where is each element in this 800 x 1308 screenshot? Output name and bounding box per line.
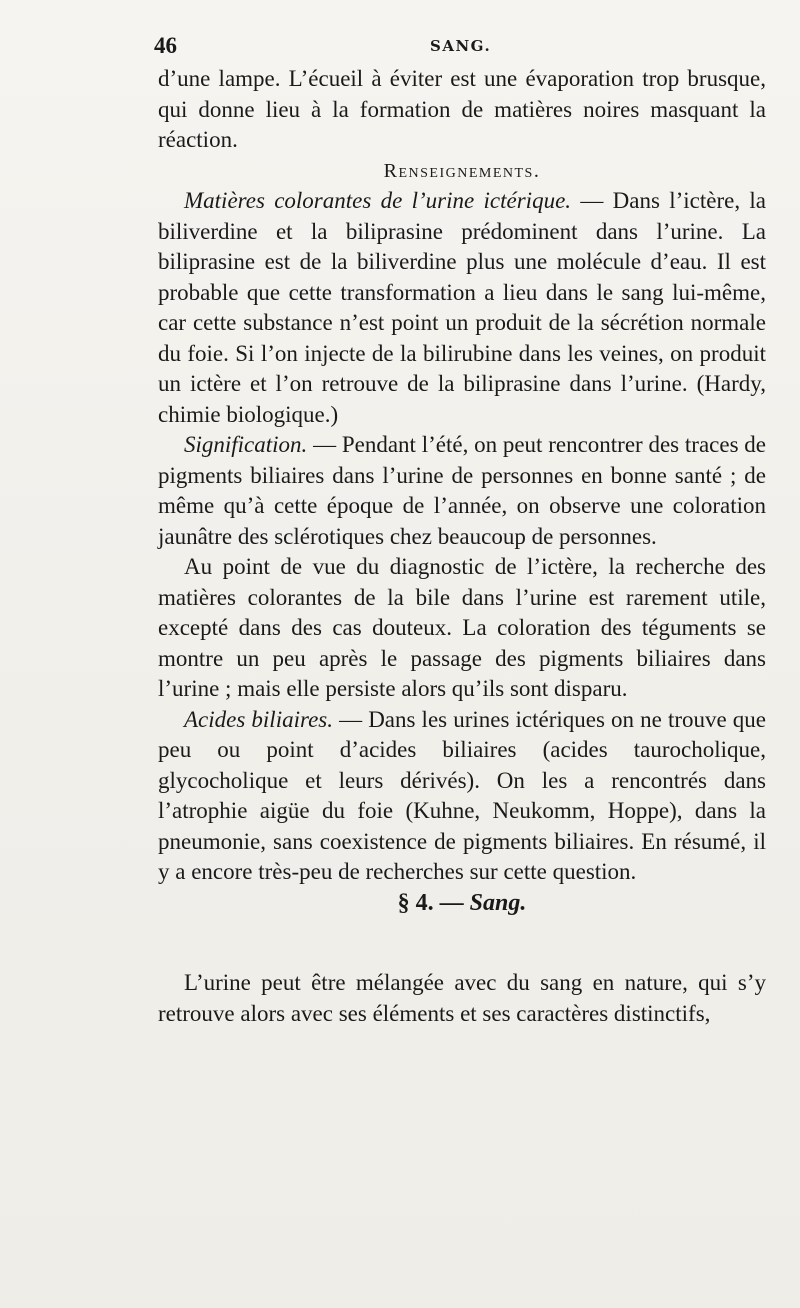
page-header — [154, 33, 764, 63]
paragraph-signification — [158, 430, 766, 552]
section-heading: Renseignements. — [383, 159, 541, 182]
chapter-title: Sang. — [469, 889, 527, 916]
paragraph-diagnostic: Au point de vue du diagnostic de l’ictère, la recherche des matières colorantes de la bile dans l’urine est rarement utile, excepté dans des cas douteux. La coloration des téguments se montre un peu après le passage des pigments biliaires dans l’urine ; mais elle persiste alors qu’ils sont disparu. — [158, 554, 766, 701]
paragraph-lead-title: Acides biliaires. — [184, 706, 333, 732]
spacer — [158, 918, 766, 968]
chapter-number: § 4. — — [397, 889, 470, 916]
paragraph-matieres-colorantes — [158, 186, 766, 430]
paragraph-body: — Pendant l’été, on peut rencontrer des traces de pigments biliaires dans l’urine de personnes en bonne santé ; de même qu’à cette époque de l’année, on observe une coloration jaunâtre des sclérotiques chez beaucoup de personnes. — [158, 432, 766, 549]
chapter-heading — [158, 888, 766, 919]
paragraph-lead-title: Matières colorantes de l’urine ictérique. — [184, 188, 572, 213]
paragraph-sang: L’urine peut être mélangée avec du sang en nature, qui s’y retrouve alors avec ses éléments et ses caractères distinctifs, — [158, 970, 766, 1026]
paragraph-body: — Dans les urines ictériques on ne trouve que peu ou point d’acides biliaires (acides taurocholique, glycocholique et leurs dérivés). On les a rencontrés dans l’atrophie aigüe du foie (Kuhne, Neukomm, Hoppe), dans la pneumonie, sans coexistence de pigments biliaires. En résumé, il y a encore très-peu de recherches sur cette question. — [158, 706, 767, 884]
paragraph-body: — Dans l’ictère, la biliverdine et la biliprasine prédominent dans l’urine. La biliprasine est de la biliverdine plus une molécule d’eau. Il est probable que cette transformation a lieu dans le sang lui-même, car cette substance n’est point un produit de la sécrétion normale du foie. Si l’on injecte de la bilirubine dans les veines, on produit un ictère et l’on retrouve de la biliprasine dans l’urine. (Hardy, chimie biologique.) — [158, 188, 767, 427]
running-head: SANG. — [430, 37, 492, 55]
paragraph-lead-title: Signification. — [184, 432, 308, 457]
paragraph-continuation: d’une lampe. L’écueil à éviter est une évaporation trop brusque, qui donne lieu à la formation de matières noires masquant la réaction. — [158, 66, 766, 152]
paragraph-acides-biliaires — [158, 705, 766, 888]
page-number: 46 — [154, 33, 177, 58]
body-text — [158, 64, 766, 1029]
